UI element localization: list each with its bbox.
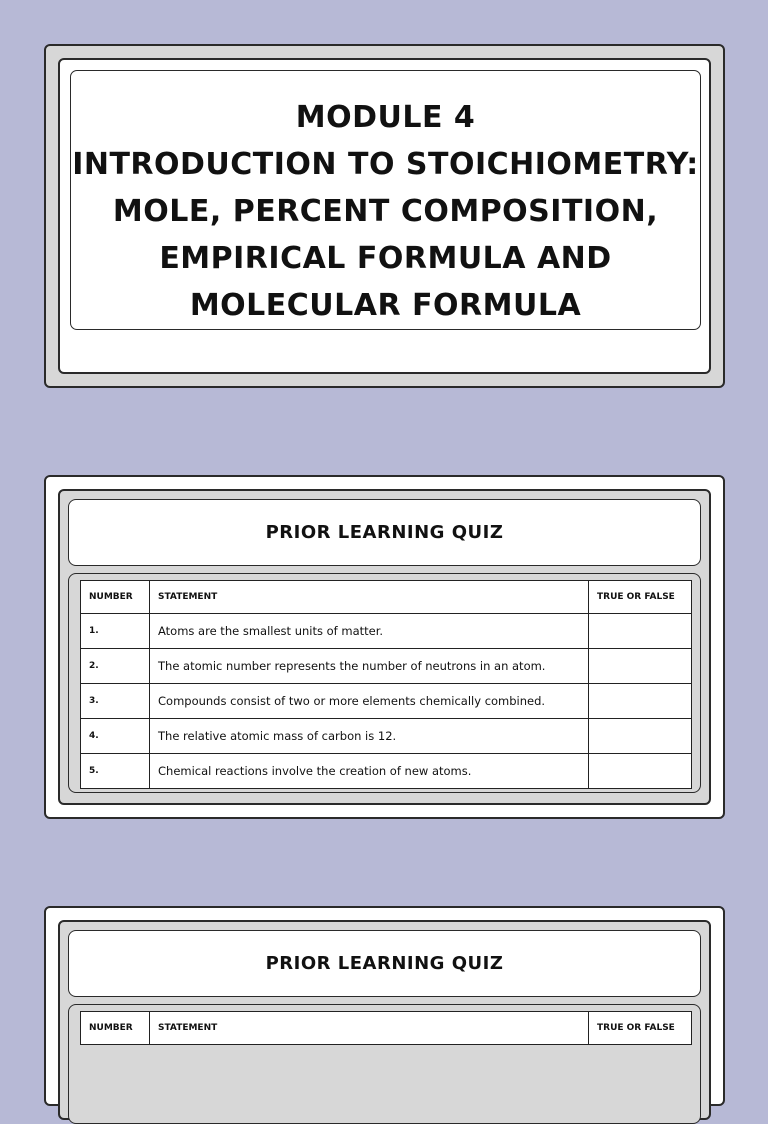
title-panel xyxy=(70,70,701,330)
table-row xyxy=(81,754,692,789)
quiz-table xyxy=(80,580,692,789)
column-header-true-or-false: TRUE OR FALSE xyxy=(589,581,692,614)
module-title-line: INTRODUCTION TO STOICHIOMETRY: xyxy=(72,147,699,182)
quiz-heading: PRIOR LEARNING QUIZ xyxy=(68,499,701,566)
table-header-row xyxy=(81,1012,692,1045)
quiz-table-frame xyxy=(68,1004,701,1124)
table-row xyxy=(81,684,692,719)
quiz-heading: PRIOR LEARNING QUIZ xyxy=(68,930,701,997)
column-header-number: NUMBER xyxy=(81,1012,150,1045)
row-number: 5. xyxy=(81,754,150,789)
module-title-line: EMPIRICAL FORMULA AND xyxy=(159,241,612,276)
quiz-card-frame xyxy=(58,489,711,805)
column-header-number: NUMBER xyxy=(81,581,150,614)
module-title-line: MODULE 4 xyxy=(295,100,476,135)
table-row xyxy=(81,649,692,684)
row-statement: The relative atomic mass of carbon is 12. xyxy=(150,719,589,754)
quiz-table xyxy=(80,1011,692,1045)
column-header-statement: STATEMENT xyxy=(150,581,589,614)
answer-cell[interactable] xyxy=(589,614,692,649)
table-header-row xyxy=(81,581,692,614)
row-statement: Chemical reactions involve the creation of new atoms. xyxy=(150,754,589,789)
row-number: 4. xyxy=(81,719,150,754)
row-statement: Compounds consist of two or more elements chemically combined. xyxy=(150,684,589,719)
quiz-card-frame xyxy=(58,920,711,1120)
answer-cell[interactable] xyxy=(589,719,692,754)
row-statement: Atoms are the smallest units of matter. xyxy=(150,614,589,649)
title-card-frame xyxy=(58,58,711,374)
column-header-true-or-false: TRUE OR FALSE xyxy=(589,1012,692,1045)
row-number: 3. xyxy=(81,684,150,719)
quiz-card xyxy=(44,906,725,1106)
row-statement: The atomic number represents the number of neutrons in an atom. xyxy=(150,649,589,684)
table-row xyxy=(81,719,692,754)
table-row xyxy=(81,614,692,649)
answer-cell[interactable] xyxy=(589,684,692,719)
module-title xyxy=(71,94,700,329)
row-number: 2. xyxy=(81,649,150,684)
row-number: 1. xyxy=(81,614,150,649)
answer-cell[interactable] xyxy=(589,649,692,684)
module-title-line: MOLECULAR FORMULA xyxy=(189,288,582,323)
quiz-card xyxy=(44,475,725,819)
column-header-statement: STATEMENT xyxy=(150,1012,589,1045)
quiz-table-frame xyxy=(68,573,701,793)
answer-cell[interactable] xyxy=(589,754,692,789)
module-title-line: MOLE, PERCENT COMPOSITION, xyxy=(112,194,659,229)
title-card xyxy=(44,44,725,388)
